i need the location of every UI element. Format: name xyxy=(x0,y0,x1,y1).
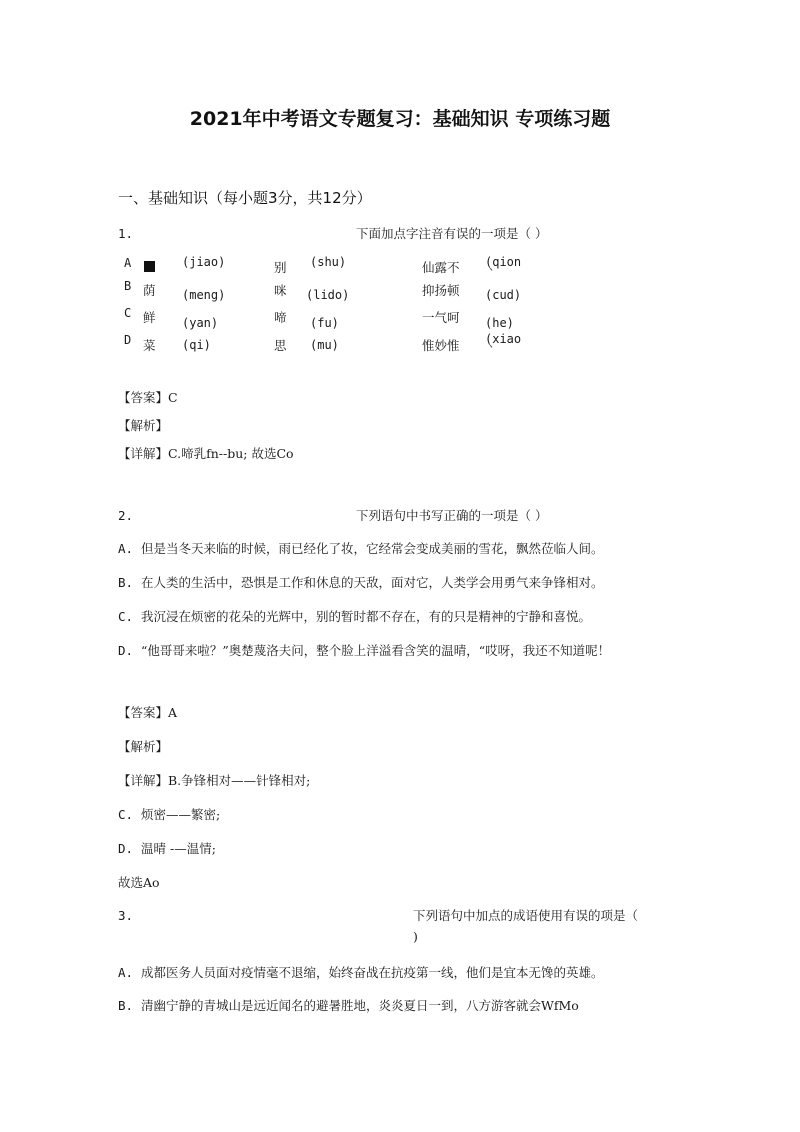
option-b-letter: B xyxy=(124,279,132,293)
page-title: 2021年中考语文专题复习：基础知识 专项练习题 xyxy=(189,108,611,130)
question-3-option-a-letter: A. xyxy=(118,965,134,980)
option-d-word-2: 思 xyxy=(274,338,287,353)
question-2-option-d-text: “他哥哥来啦？”奥楚蔑洛夫问，整个脸上洋溢看含笑的温晴，“哎呀，我还不知道呢！ xyxy=(141,643,611,658)
option-b-pinyin-1: (meng) xyxy=(182,288,226,302)
option-c-word-3: 一气呵 xyxy=(422,310,460,325)
question-2-detail: 【详解】B.争锋相对——针锋相对; xyxy=(118,773,311,788)
question-3-stem: 下列语句中加点的成语使用有误的项是（ xyxy=(413,908,639,923)
tone-mark: ` xyxy=(488,267,496,281)
question-2-number: 2. xyxy=(118,508,134,523)
tone-mark: ` xyxy=(488,344,496,358)
section-heading: 一、基础知识（每小题3分，共12分） xyxy=(118,189,372,207)
option-c-letter: C xyxy=(124,306,132,320)
question-2-line-c-text: 烦密——繁密; xyxy=(141,807,221,822)
question-3-option-a-text: 成都医务人员面对疫情毫不退缩，始终奋战在抗疫第一线，他们是宜本无馋的英雄。 xyxy=(141,965,604,980)
question-2-line-c-letter: C. xyxy=(118,807,134,822)
option-a-pinyin-1: (jiao) xyxy=(182,255,226,269)
question-1-detail: 【详解】C.啼乳fn--bu; 故选Co xyxy=(118,446,294,461)
question-1-number: 1. xyxy=(118,226,134,241)
question-2-option-a-text: 但是当冬天来临的时候，雨已经化了妆，它经常会变成美丽的雪花，飘然莅临人间。 xyxy=(141,541,604,556)
option-b-pinyin-3: (cud) xyxy=(485,288,522,302)
question-1-stem: 下面加点字注音有误的一项是（ ） xyxy=(356,226,548,241)
option-c-word-1: 鲜 xyxy=(143,310,156,325)
question-3-stem-continued: ) xyxy=(413,929,418,944)
question-2-analysis-label: 【解析】 xyxy=(118,739,169,754)
question-2-option-b-letter: B. xyxy=(118,575,134,590)
option-a-word-3: 仙露不 xyxy=(422,260,460,275)
option-a-word-2: 别 xyxy=(274,260,287,275)
option-d-pinyin-3: (xiao xyxy=(485,332,522,346)
option-a-pinyin-3: (qion xyxy=(485,255,522,269)
option-d-pinyin-2: (mu) xyxy=(310,338,339,352)
option-b-word-1: 荫 xyxy=(143,283,156,298)
question-2-option-a-letter: A. xyxy=(118,541,134,556)
question-2-line-d-text: 温晴 -—温情; xyxy=(141,841,216,856)
option-c-pinyin-3: (he) xyxy=(485,316,514,330)
option-d-word-1: 菜 xyxy=(143,338,156,353)
question-2-option-b-text: 在人类的生活中，恐惧是工作和休息的天敌，面对它，人类学会用勇气来争锋相对。 xyxy=(141,575,604,590)
option-b-pinyin-2: (lido) xyxy=(306,288,350,302)
question-2-option-c-text: 我沉浸在烦密的花朵的光辉中，别的暂时都不存在，有的只是精神的宁静和喜悦。 xyxy=(141,609,592,624)
question-2-option-d-letter: D. xyxy=(118,643,134,658)
question-2-line-d-letter: D. xyxy=(118,841,134,856)
option-a-letter: A xyxy=(124,256,132,270)
question-2-answer: 【答案】A xyxy=(118,705,178,720)
question-3-number: 3. xyxy=(118,908,134,923)
question-3-option-b-letter: B. xyxy=(118,998,134,1013)
question-2-option-c-letter: C. xyxy=(118,609,134,624)
option-b-word-2: 咪 xyxy=(274,283,287,298)
blacked-out-character xyxy=(144,256,155,275)
option-b-word-3: 抑扬顿 xyxy=(422,283,460,298)
question-2-stem: 下列语句中书写正确的一项是（ ） xyxy=(356,508,548,523)
question-1-analysis-label: 【解析】 xyxy=(118,418,169,433)
question-3-option-b-text: 清幽宁静的青城山是远近闻名的避暑胜地，炎炎夏日一到，八方游客就会WfMo xyxy=(141,998,579,1013)
option-c-word-2: 啼 xyxy=(274,310,287,325)
option-a-pinyin-2: (shu) xyxy=(310,255,347,269)
question-2-conclusion: 故选Ao xyxy=(118,875,160,890)
option-d-letter: D xyxy=(124,333,132,347)
option-d-word-3: 惟妙惟 xyxy=(422,338,460,353)
option-c-pinyin-1: (yan) xyxy=(182,316,219,330)
option-d-pinyin-1: (qi) xyxy=(182,338,211,352)
option-c-pinyin-2: (fu) xyxy=(310,316,339,330)
question-1-answer: 【答案】C xyxy=(118,390,178,405)
